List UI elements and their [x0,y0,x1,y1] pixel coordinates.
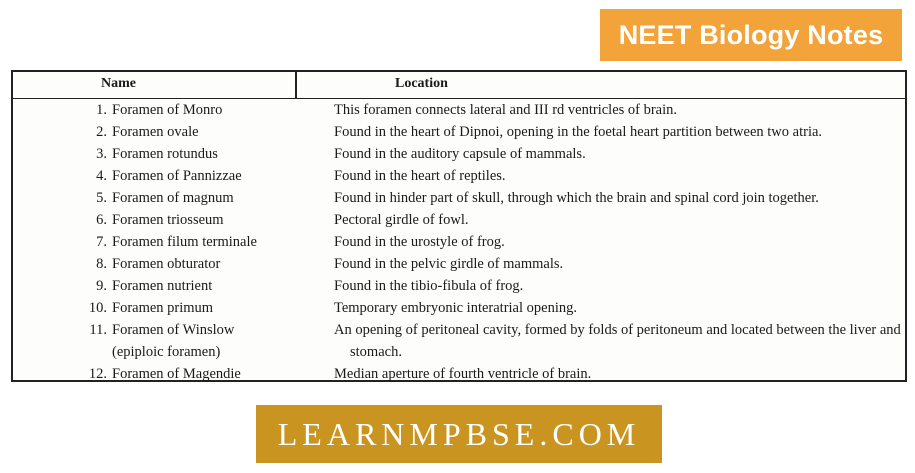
row-number: 7. [96,234,107,250]
row-name: Foramen of Magendie [112,366,241,382]
header-location: Location [395,76,448,91]
row-location: Found in the pelvic girdle of mammals. [334,256,564,272]
row-number: 2. [96,124,107,140]
row-location: Pectoral girdle of fowl. [334,212,469,228]
row-location: Found in the heart of Dipnoi, opening in the foetal heart partition between two atria. [334,124,823,140]
row-location: This foramen connects lateral and III rd ventricles of brain. [334,102,678,118]
row-name: Foramen filum terminale [112,234,257,250]
row-location: An opening of peritoneal cavity, formed by folds of peritoneum and located between the liver and [334,322,901,338]
row-location: Found in the heart of reptiles. [334,168,506,184]
row-location: Median aperture of fourth ventricle of brain. [334,366,592,382]
header-divider [295,72,297,98]
row-number: 10. [88,300,107,316]
row-name: Foramen triosseum [112,212,224,228]
row-name: Foramen primum [112,300,214,316]
row-name: Foramen obturator [112,256,221,272]
row-name: Foramen nutrient [112,278,213,294]
header-name: Name [101,76,136,91]
table-header [13,72,905,99]
row-number: 6. [96,212,107,228]
row-number: 3. [96,146,107,162]
row-name: Foramen rotundus [112,146,218,162]
row-location-line2: stomach. [350,344,402,360]
foramen-table [11,70,907,382]
row-location: Found in the urostyle of frog. [334,234,505,250]
row-name-line2: (epiploic foramen) [112,344,221,360]
row-number: 11. [89,322,107,338]
row-number: 5. [96,190,107,206]
row-number: 12. [88,366,107,382]
row-number: 9. [96,278,107,294]
site-watermark: LEARNMPBSE.COM [256,405,662,463]
row-name: Foramen of Monro [112,102,223,118]
row-location: Found in the tibio-fibula of frog. [334,278,524,294]
row-location: Found in hinder part of skull, through which the brain and spinal cord join together. [334,190,819,206]
row-number: 8. [96,256,107,272]
row-number: 1. [96,102,107,118]
notes-badge: NEET Biology Notes [600,9,902,61]
row-name: Foramen of magnum [112,190,234,206]
row-location: Found in the auditory capsule of mammals. [334,146,586,162]
row-number: 4. [96,168,107,184]
row-name: Foramen of Pannizzae [112,168,242,184]
row-name: Foramen of Winslow [112,322,235,338]
row-name: Foramen ovale [112,124,199,140]
row-location: Temporary embryonic interatrial opening. [334,300,577,316]
